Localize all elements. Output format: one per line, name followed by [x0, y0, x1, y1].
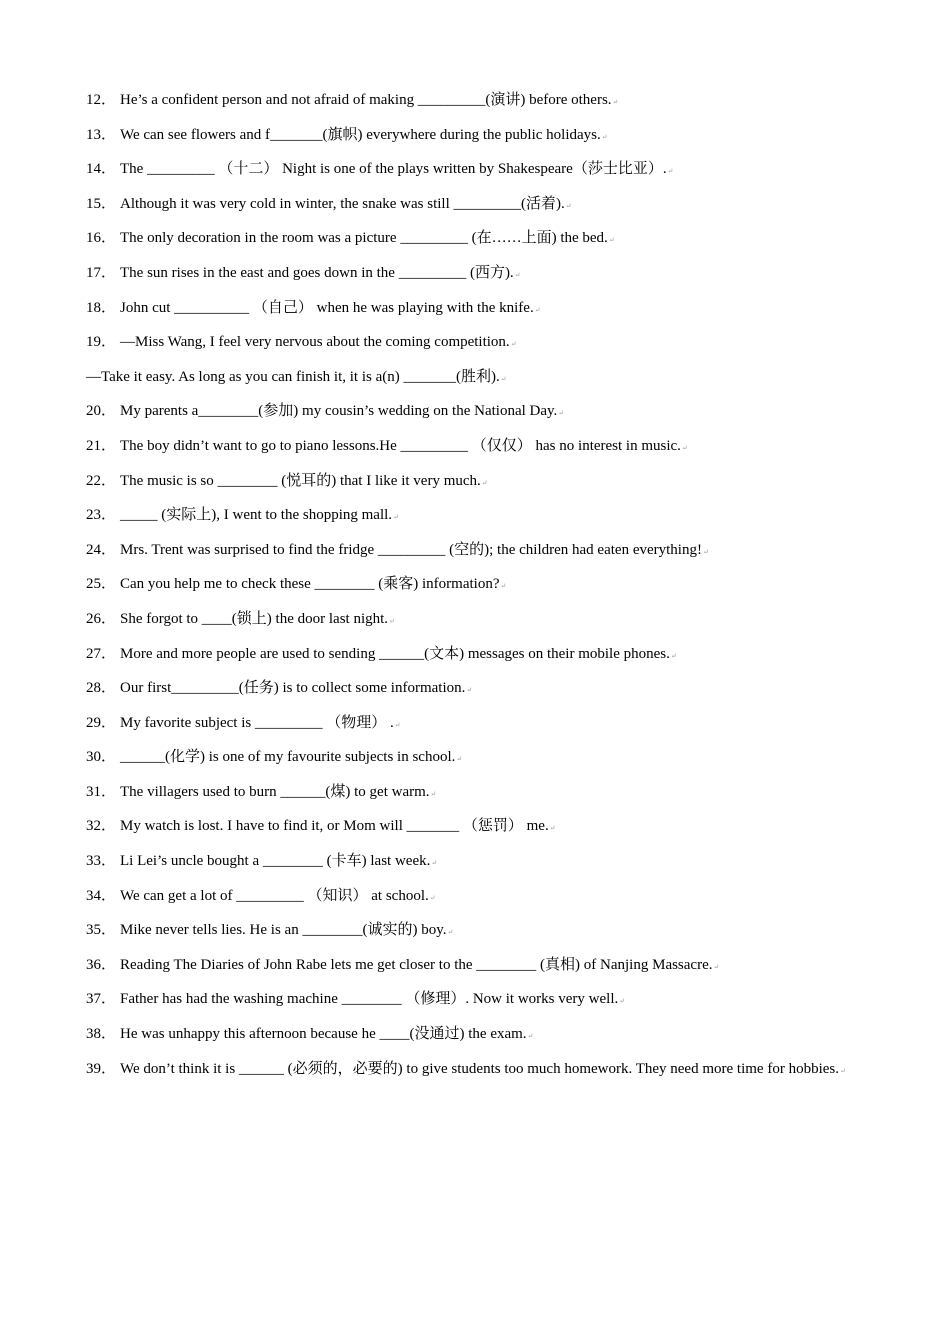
- question-number: 33．: [86, 853, 117, 870]
- question-text: We can get a lot of _________ （知识） at school.: [120, 887, 429, 904]
- question-number: 17．: [86, 264, 117, 281]
- question-text: He’s a confident person and not afraid of making _________(演讲) before others.: [120, 92, 612, 108]
- question-21: [86, 434, 876, 469]
- question-number: 21．: [86, 437, 117, 454]
- question-text: Although it was very cold in winter, the snake was still _________(活着).: [120, 195, 565, 212]
- question-text: _____ (实际上), I went to the shopping mall.: [120, 507, 393, 524]
- question-number: 22．: [86, 472, 117, 489]
- paragraph-mark-icon: ↵: [702, 547, 709, 556]
- question-35: [86, 918, 876, 953]
- question-text: My watch is lost. I have to find it, or Mom will _______ （惩罚） me.: [120, 818, 549, 835]
- paragraph-mark-icon: ↵: [431, 859, 438, 868]
- question-text: Mrs. Trent was surprised to find the fridge _________ (空的); the children had eaten everything!: [120, 541, 702, 558]
- question-16: [86, 226, 876, 261]
- paragraph-mark-icon: ↵: [619, 997, 626, 1006]
- paragraph-mark-icon: ↵: [667, 167, 674, 176]
- question-text: John cut __________ （自己） when he was playing with the knife.: [120, 299, 534, 316]
- question-text: We don’t think it is ______ (必须的，必要的) to give students too much homework. They need more time for hobbies.: [120, 1060, 839, 1077]
- question-18: [86, 296, 876, 331]
- question-text: Li Lei’s uncle bought a ________ (卡车) last week.: [120, 853, 431, 870]
- paragraph-mark-icon: ↵: [394, 720, 401, 729]
- question-number: 35．: [86, 922, 117, 939]
- question-number: 14．: [86, 161, 117, 178]
- question-number: 38．: [86, 1026, 117, 1043]
- question-text: She forgot to ____(锁上) the door last night.: [120, 610, 389, 627]
- paragraph-mark-icon: ↵: [681, 443, 688, 452]
- paragraph-mark-icon: ↵: [558, 409, 565, 418]
- paragraph-mark-icon: ↵: [549, 824, 556, 833]
- question-text: Father has had the washing machine ________ （修理）. Now it works very well.: [120, 991, 619, 1008]
- question-text: ______(化学) is one of my favourite subjects in school.: [120, 749, 456, 766]
- question-text: The sun rises in the east and goes down in the _________ (西方).: [120, 264, 514, 281]
- question-text: Our first_________(任务) is to collect some information.: [120, 680, 466, 697]
- question-text: The only decoration in the room was a picture _________ (在……上面) the bed.: [120, 230, 608, 247]
- question-number: 27．: [86, 645, 117, 662]
- paragraph-mark-icon: ↵: [565, 201, 572, 210]
- question-number: 13．: [86, 126, 117, 143]
- question-29: [86, 711, 876, 746]
- question-33: [86, 849, 876, 884]
- question-number: 16．: [86, 230, 117, 247]
- question-text: The boy didn’t want to go to piano lessons.He _________ （仅仅） has no interest in music.: [120, 437, 681, 454]
- question-number: 19．: [86, 334, 117, 351]
- question-text: Can you help me to check these ________ (乘客) information?: [120, 576, 500, 593]
- question-number: 29．: [86, 714, 117, 731]
- question-number: 12．: [86, 92, 117, 108]
- paragraph-mark-icon: ↵: [601, 132, 608, 141]
- question-text: We can see flowers and f_______(旗帜) everywhere during the public holidays.: [120, 126, 601, 143]
- question-22: [86, 469, 876, 504]
- question-text: My favorite subject is _________ （物理） .: [120, 714, 394, 731]
- question-number: 20．: [86, 403, 117, 420]
- question-15: [86, 192, 876, 227]
- question-34: [86, 884, 876, 919]
- paragraph-mark-icon: ↵: [534, 305, 541, 314]
- question-text: —Take it easy. As long as you can finish it, it is a(n) _______(胜利).: [86, 368, 500, 385]
- question-20: [86, 399, 876, 434]
- paragraph-mark-icon: ↵: [393, 513, 399, 522]
- question-32: [86, 814, 876, 849]
- question-30: [86, 745, 876, 780]
- question-text: The music is so ________ (悦耳的) that I like it very much.: [120, 472, 481, 489]
- paragraph-mark-icon: ↵: [430, 789, 437, 798]
- paragraph-mark-icon: ↵: [500, 582, 507, 591]
- question-14: [86, 157, 876, 192]
- question-number: 25．: [86, 576, 117, 593]
- question-36: [86, 953, 876, 988]
- paragraph-mark-icon: ↵: [839, 1066, 846, 1075]
- question-17: [86, 261, 876, 296]
- question-31: [86, 780, 876, 815]
- question-number: 34．: [86, 887, 117, 904]
- question-text: The villagers used to burn ______(煤) to get warm.: [120, 783, 430, 800]
- question-12: [86, 88, 876, 123]
- paragraph-mark-icon: ↵: [612, 98, 619, 106]
- question-number: 15．: [86, 195, 117, 212]
- question-26: [86, 607, 876, 642]
- paragraph-mark-icon: ↵: [456, 755, 463, 764]
- question-text: My parents a________(参加) my cousin’s wedding on the National Day.: [120, 403, 558, 420]
- question-text: The _________ （十二） Night is one of the plays written by Shakespeare（莎士比亚）.: [120, 161, 667, 178]
- paragraph-mark-icon: ↵: [527, 1032, 534, 1041]
- paragraph-mark-icon: ↵: [447, 928, 454, 937]
- paragraph-mark-icon: ↵: [481, 478, 488, 487]
- question-25: [86, 572, 876, 607]
- question-39: [86, 1051, 876, 1090]
- question-13: [86, 123, 876, 158]
- question-19-reply: [86, 365, 876, 400]
- paragraph-mark-icon: ↵: [608, 236, 615, 245]
- paragraph-mark-icon: ↵: [429, 893, 436, 902]
- question-37: [86, 987, 876, 1022]
- question-text: He was unhappy this afternoon because he ____(没通过) the exam.: [120, 1026, 527, 1043]
- paragraph-mark-icon: ↵: [500, 374, 507, 383]
- question-number: 23．: [86, 507, 117, 524]
- question-23: [86, 503, 876, 538]
- question-text: Mike never tells lies. He is an ________(诚实的) boy.: [120, 922, 447, 939]
- question-number: 28．: [86, 680, 117, 697]
- question-number: 18．: [86, 299, 117, 316]
- question-text: Reading The Diaries of John Rabe lets me get closer to the ________ (真相) of Nanjing Massacre.: [120, 956, 713, 973]
- question-text: More and more people are used to sending ______(文本) messages on their mobile phones.: [120, 645, 670, 662]
- paragraph-mark-icon: ↵: [670, 651, 677, 660]
- paragraph-mark-icon: ↵: [713, 962, 720, 971]
- question-28: [86, 676, 876, 711]
- question-number: 39．: [86, 1060, 117, 1077]
- question-list: [86, 88, 876, 1090]
- question-text: —Miss Wang, I feel very nervous about the coming competition.: [120, 334, 510, 351]
- question-number: 30．: [86, 749, 117, 766]
- question-number: 37．: [86, 991, 117, 1008]
- question-number: 24．: [86, 541, 117, 558]
- question-27: [86, 642, 876, 677]
- question-19: [86, 330, 876, 365]
- paragraph-mark-icon: ↵: [466, 686, 473, 695]
- question-24: [86, 538, 876, 573]
- question-number: 32．: [86, 818, 117, 835]
- question-number: 36．: [86, 956, 117, 973]
- paragraph-mark-icon: ↵: [510, 340, 517, 349]
- paragraph-mark-icon: ↵: [389, 616, 395, 625]
- question-number: 31．: [86, 783, 117, 800]
- question-number: 26．: [86, 610, 117, 627]
- paragraph-mark-icon: ↵: [514, 270, 521, 279]
